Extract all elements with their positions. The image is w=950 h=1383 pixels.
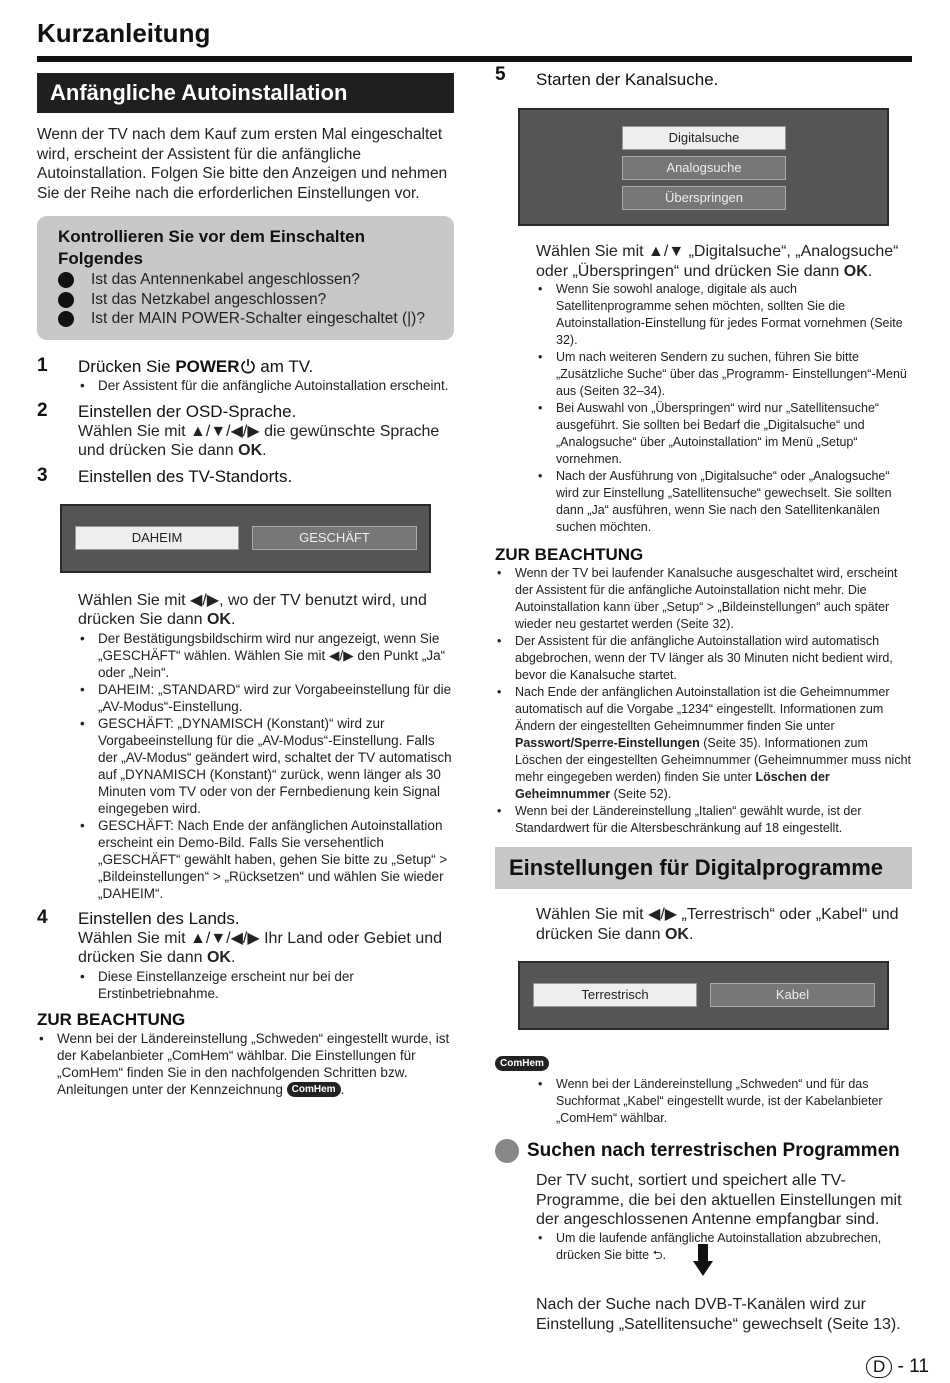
step-2 [37, 399, 454, 461]
list-item: • Wenn Sie sowohl analoge, digitale als auch Satellitenprogramme sehen möchten, sollten Sie die Autoinstallation-Einstellung für jedes Format vornehmen (Seite 32). [536, 281, 912, 349]
page-title: Kurzanleitung [37, 18, 211, 48]
ok-label: OK [238, 442, 263, 459]
power-icon [240, 358, 256, 374]
list-item: • Wenn bei der Ländereinstellung „Italien“ gewählt wurde, ist der Standardwert für die Altersbeschränkung auf 18 eingestellt. [495, 803, 912, 837]
checklist-title: Kontrollieren Sie vor dem Einschalten Folgendes [58, 227, 366, 268]
osd-option-terrestrisch[interactable]: Terrestrisch [533, 983, 697, 1007]
step-heading: Einstellen der OSD-Sprache. [78, 401, 297, 421]
note-link-loeschen: Löschen der Geheimnummer [515, 770, 830, 801]
section-title-autoinstallation: Anfängliche Autoinstallation [37, 73, 454, 113]
step-number: 2 [37, 399, 48, 421]
comhem-note [495, 1055, 912, 1127]
step-text-post: . [262, 442, 267, 459]
step-heading: Einstellen des TV-Standorts. [78, 466, 293, 486]
list-item: • Diese Einstellanzeige erscheint nur bei der Erstinbetriebnahme. [78, 968, 454, 1002]
comhem-badge: ComHem [495, 1056, 549, 1071]
section-title-digital: Einstellungen für Digitalprogramme [495, 847, 912, 889]
step-number: 5 [495, 64, 506, 85]
list-item: • Um die laufende anfängliche Autoinstallation abzubrechen, drücken Sie bitte ⮌. [536, 1230, 912, 1264]
step-heading-pre: Drücken Sie [78, 356, 176, 376]
osd-option-daheim[interactable]: DAHEIM [75, 526, 239, 550]
ok-label: OK [843, 262, 868, 280]
list-item: • Wenn bei der Ländereinstellung „Schweden“ und für das Suchformat „Kabel“ eingestellt wurde, ist der Kabelanbieter „ComHem“ wählbar. [536, 1076, 912, 1127]
osd-location-screen [60, 504, 431, 573]
list-item [495, 684, 912, 803]
circle-bullet-icon [495, 1139, 519, 1163]
intro-text: Wenn der TV nach dem Kauf zum ersten Mal eingeschaltet wird, erscheint der Assistent für die anfängliche Autoinstallation. Folgen Sie bitte den Anzeigen und nehmen Sie der Reihe nach die erforderlichen Einstellungen vor. [37, 126, 448, 202]
ok-label: OK [664, 925, 689, 943]
step-text [536, 905, 912, 944]
step-text [536, 242, 912, 281]
checklist-box [37, 216, 454, 340]
step-number: 1 [37, 354, 48, 376]
terrestrial-heading-text: Suchen nach terrestrischen Programmen [527, 1140, 900, 1162]
note-heading: ZUR BEACHTUNG [495, 545, 644, 564]
osd-option-ueberspringen[interactable]: Überspringen [622, 186, 786, 210]
note-left [37, 1010, 454, 1098]
osd-search-screen [518, 108, 889, 226]
terrestrial-text: Der TV sucht, sortiert und speichert alle TV-Programme, die bei den aktuellen Einstellungen mit der angeschlossenen Antenne empfangbar sind. [536, 1172, 902, 1228]
note-text: Nach Ende der anfänglichen Autoinstallation ist die Geheimnummer automatisch auf die Vorgabe „1234“ eingestellt. Informationen zum Ändern der eingestellten Geheimnummer finden Sie unter [515, 685, 890, 733]
list-item: • Der Assistent für die anfängliche Autoinstallation erscheint. [78, 377, 454, 394]
step-heading [78, 357, 454, 377]
list-item: • Der Bestätigungsbildschirm wird nur angezeigt, wenn Sie „GESCHÄFT“ wählen. Wählen Sie mit ◀/▶ den Punkt „Ja“ oder „Nein“. [78, 630, 454, 681]
step-number: 4 [37, 906, 48, 928]
list-item: • Bei Auswahl von „Überspringen“ wird nur „Satellitensuche“ ausgeführt. Sie sollten bei Bedarf die „Digitalsuche“ und „Analogsuche“ über „Autoinstallation“ im Menü „Setup“ vornehmen. [536, 400, 912, 468]
step-text-pre: Wählen Sie mit ▲/▼/◀/▶ die gewünschte Sprache und drücken Sie dann [78, 422, 440, 459]
step-3 [37, 464, 454, 487]
checklist-item: Ist der MAIN POWER-Schalter eingeschaltet (|)? [58, 309, 434, 329]
step-heading: Einstellen des Lands. [78, 908, 240, 928]
step-text-pre: Wählen Sie mit ◀/▶ „Terrestrisch“ oder „Kabel“ und drücken Sie dann [536, 906, 899, 943]
page-number [866, 1356, 929, 1378]
page-number-letter: D [866, 1356, 892, 1378]
list-item: • Nach der Ausführung von „Digitalsuche“ oder „Analogsuche“ wird zur Einstellung „Satellitensuche“ gewechselt. Sie sollten dann „Ja“ ausführen, wenn Sie nach den Satellitenkanälen suchen möchten. [536, 468, 912, 536]
step-text-post: . [688, 925, 694, 943]
step-text [78, 591, 454, 630]
ok-label: OK [206, 611, 231, 628]
osd-option-kabel[interactable]: Kabel [710, 983, 875, 1007]
digital-instructions [495, 905, 912, 944]
terrestrial-after-text: Nach der Suche nach DVB-T-Kanälen wird zur Einstellung „Satellitensuche“ gewechselt (Seite 13). [536, 1296, 901, 1333]
list-item [37, 1030, 454, 1098]
osd-option-geschaeft[interactable]: GESCHÄFT [252, 526, 417, 550]
checklist-item: Ist das Netzkabel angeschlossen? [58, 290, 434, 310]
right-column [495, 66, 912, 1264]
step-5 [495, 66, 912, 90]
power-label: POWER [175, 356, 240, 376]
terrestrial-heading [495, 1139, 912, 1163]
ok-label: OK [206, 949, 231, 966]
note-link-passwort: Passwort/Sperre-Einstellungen [515, 736, 700, 750]
osd-digital-screen [518, 961, 889, 1030]
list-item: • GESCHÄFT: „DYNAMISCH (Konstant)“ wird zur Vorgabeeinstellung für die „AV-Modus“-Einstellung. Falls der „AV-Modus“ geändert wird, schaltet der TV automatisch auf „DYNAMISCH (Konstant)“ zurück, wenn länger als 30 Minuten vom TV oder von der Fernbedienung kein Signal eingegeben wird. [78, 715, 454, 817]
checklist-item: Ist das Antennenkabel angeschlossen? [58, 270, 434, 290]
list-item: • DAHEIM: „STANDARD“ wird zur Vorgabeeinstellung für die „AV-Modus“-Einstellung. [78, 681, 454, 715]
page-number-suffix: - 11 [897, 1356, 929, 1377]
note-end: . [340, 1081, 345, 1097]
list-item: • GESCHÄFT: Nach Ende der anfänglichen Autoinstallation erscheint ein Demo-Bild. Falls Sie versehentlich „GESCHÄFT“ gewählt haben, gehen Sie bitte zu „Setup“ > „Bildeinstellungen“ > „Rücksetzen“ und wählen Sie wieder „DAHEIM“. [78, 817, 454, 902]
note-right [495, 545, 912, 837]
step-heading: Starten der Kanalsuche. [536, 70, 719, 89]
step-text-post: . [867, 262, 873, 280]
note-text: (Seite 35). Informationen zum Löschen der eingestellten Geheimnummer (Geheimnummer muss nicht mehr eingegeben werden) finden Sie unter [515, 736, 912, 784]
step-text-post: . [230, 949, 236, 966]
osd-option-analogsuche[interactable]: Analogsuche [622, 156, 786, 180]
step-text-pre: Wählen Sie mit ◀/▶, wo der TV benutzt wird, und drücken Sie dann [78, 591, 427, 628]
note-heading: ZUR BEACHTUNG [37, 1009, 186, 1029]
left-column [37, 73, 454, 1098]
step-number: 3 [37, 464, 48, 486]
step-heading-post: am TV. [255, 356, 314, 376]
comhem-badge: ComHem [287, 1082, 341, 1097]
arrow-down-icon [693, 1244, 713, 1276]
title-rule [37, 56, 912, 62]
step-4 [37, 906, 454, 1002]
note-text: Wenn bei der Ländereinstellung „Schweden“ eingestellt wurde, ist der Kabelanbieter „ComHem“ wählbar. Die Einstellungen für „ComHem“ finden Sie in den nachfolgenden Schritten bzw. Anleitungen unter der Kennzeichnung [57, 1030, 450, 1097]
note-text: (Seite 52). [610, 787, 672, 801]
osd-option-digitalsuche[interactable]: Digitalsuche [622, 126, 786, 150]
step-text-pre: Wählen Sie mit ▲/▼/◀/▶ Ihr Land oder Gebiet und drücken Sie dann [78, 929, 443, 966]
list-item: • Wenn der TV bei laufender Kanalsuche ausgeschaltet wird, erscheint der Assistent für die anfängliche Autoinstallation nicht mehr. Die Autoinstallation kann über „Setup“ > „Bildeinstellungen“ auch später wieder neu gestartet werden (Seite 32). [495, 565, 912, 633]
list-item: • Der Assistent für die anfängliche Autoinstallation wird automatisch abgebrochen, wenn der TV länger als 30 Minuten nicht bedient wird, bevor die Kanalsuche startet. [495, 633, 912, 684]
step-1 [37, 354, 454, 394]
step-3-details [37, 591, 454, 902]
step-5-details [495, 242, 912, 536]
step-text [78, 929, 454, 968]
step-text [78, 422, 454, 461]
list-item: • Um nach weiteren Sendern zu suchen, führen Sie bitte „Zusätzliche Suche“ über das „Programm- Einstellungen“-Menü aus (Seiten 32–34). [536, 349, 912, 400]
step-text-post: . [230, 611, 236, 628]
step-text-pre: Wählen Sie mit ▲/▼ „Digitalsuche“, „Analogsuche“ oder „Überspringen“ und drücken Sie dann [536, 243, 899, 280]
